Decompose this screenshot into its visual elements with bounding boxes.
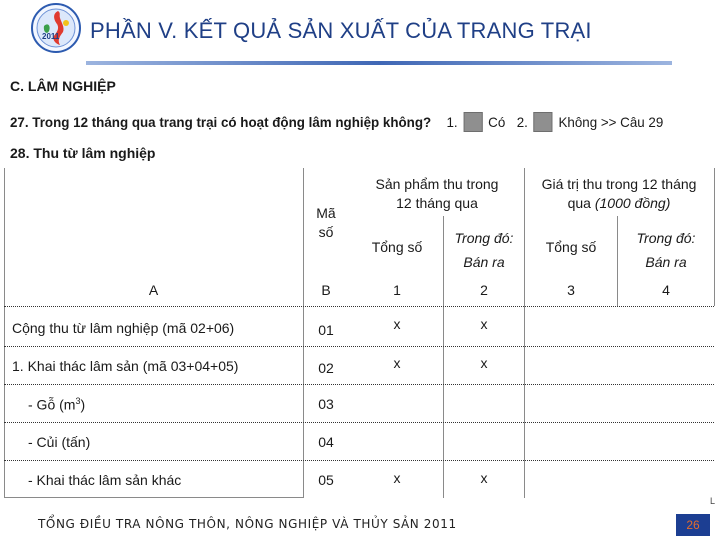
row-label: - Khai thác lâm sản khác	[28, 472, 182, 488]
index-a: A	[148, 282, 159, 298]
slide-title: PHẦN V. KẾT QUẢ SẢN XUẤT CỦA TRANG TRẠI	[90, 18, 592, 43]
table-border-left	[4, 168, 5, 498]
row-separator	[4, 422, 714, 423]
row-cell-sold: x	[480, 316, 488, 332]
header-value-total: Tổng số	[545, 239, 597, 255]
header-value-unit: (1000 đồng)	[594, 195, 671, 211]
question-28: 28. Thu từ lâm nghiệp	[10, 145, 156, 161]
header-value-group-text: Giá trị thu trong 12 tháng qua	[541, 176, 697, 211]
option-2-number: 2.	[516, 114, 528, 130]
section-heading: C. LÂM NGHIỆP	[10, 78, 116, 94]
logo-year: 2011	[42, 32, 60, 41]
header-value-sold: Trong đó: Bán ra	[636, 230, 696, 270]
header-code: Mã số	[316, 205, 336, 240]
census-logo	[30, 2, 86, 54]
question-27-text: 27. Trong 12 tháng qua trang trại có hoạt động lâm nghiệp không?	[10, 114, 432, 130]
row-code: 04	[318, 434, 334, 450]
title-underline	[86, 61, 672, 65]
row-label	[28, 396, 85, 413]
index-2: 2	[480, 282, 488, 298]
option-1-checkbox[interactable]	[463, 112, 482, 132]
option-1-label: Có	[488, 114, 506, 130]
row-separator	[4, 346, 714, 347]
row-cell-sold: x	[480, 470, 488, 486]
corner-mark: L	[710, 496, 716, 506]
row-label: - Củi (tấn)	[28, 434, 91, 450]
question-27	[10, 112, 663, 132]
row-label: 1. Khai thác lâm sản (mã 03+04+05)	[12, 358, 239, 374]
header-products-sold: Trong đó: Bán ra	[454, 230, 514, 270]
row-cell-total: x	[393, 355, 401, 371]
option-1-number: 1.	[446, 114, 458, 130]
table-border-bottom	[4, 497, 304, 498]
table-col-line-2	[524, 168, 525, 498]
option-2-checkbox[interactable]	[534, 112, 553, 132]
index-1: 1	[393, 282, 401, 298]
table-border-right	[714, 168, 715, 306]
row-code: 03	[318, 396, 334, 412]
row-label-end: )	[80, 396, 86, 413]
option-2-label: Không >> Câu 29	[558, 114, 664, 130]
row-cell-total: x	[393, 470, 401, 486]
row-separator	[4, 384, 714, 385]
index-b: B	[321, 282, 331, 298]
row-cell-total: x	[393, 316, 401, 332]
index-3: 3	[567, 282, 575, 298]
row-label-text: - Gỗ (m	[28, 396, 76, 413]
row-code: 01	[318, 322, 334, 338]
header-value-group	[526, 175, 712, 213]
row-separator	[4, 460, 714, 461]
row-cell-sold: x	[480, 355, 488, 371]
header-products-total: Tổng số	[371, 239, 423, 255]
header-products-group: Sản phẩm thu trong 12 tháng qua	[375, 176, 499, 211]
index-4: 4	[662, 282, 670, 298]
row-label-sup: 3	[75, 396, 81, 406]
row-code: 02	[318, 360, 334, 376]
page-number: 26	[676, 514, 710, 536]
footer-text: TỔNG ĐIỀU TRA NÔNG THÔN, NÔNG NGHIỆP VÀ THỦY SẢN 2011	[38, 517, 457, 531]
row-code: 05	[318, 472, 334, 488]
row-separator	[4, 306, 714, 307]
row-label: Cộng thu từ lâm nghiệp (mã 02+06)	[12, 320, 235, 336]
